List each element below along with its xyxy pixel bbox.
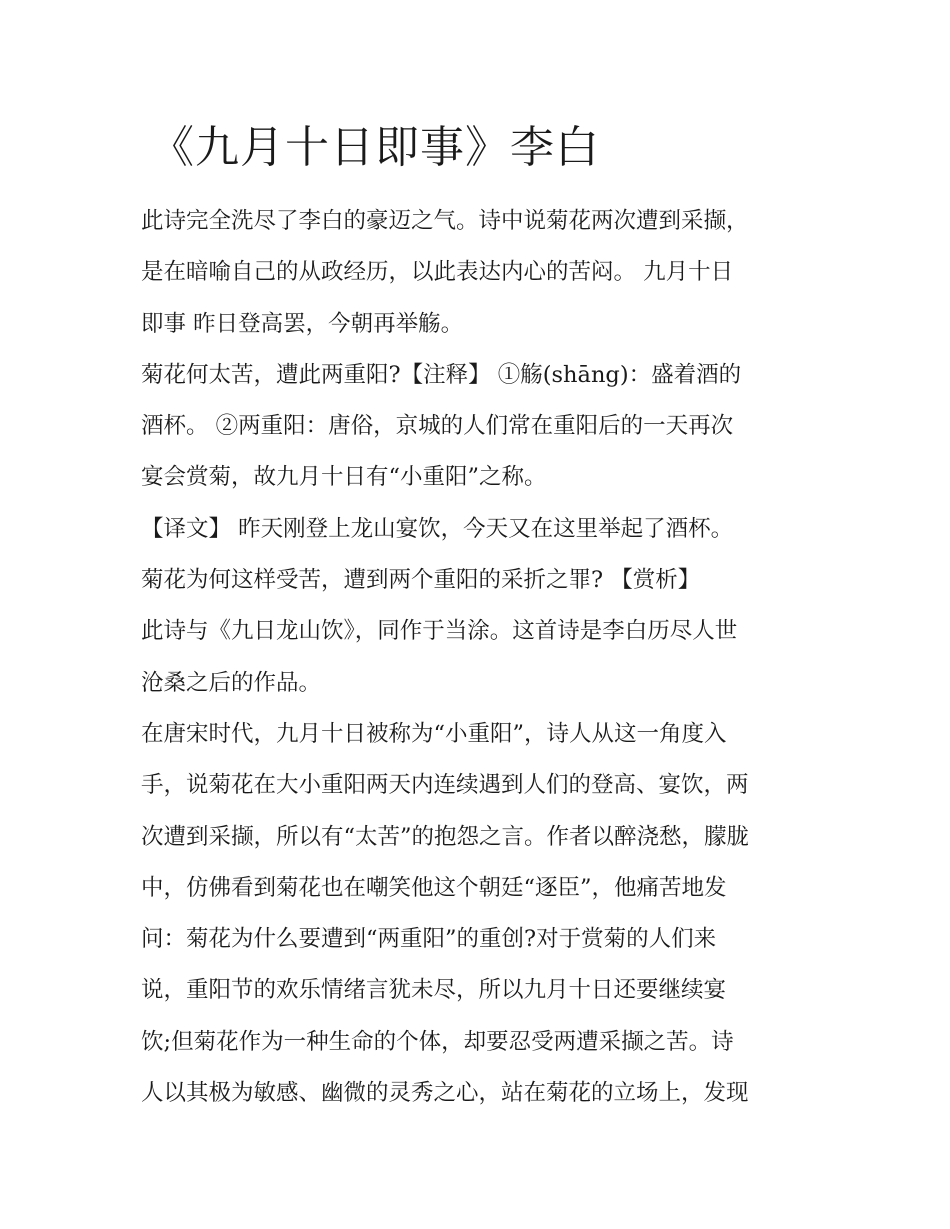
body-line-12: 手，说菊花在大小重阳两天内连续遇到人们的登高、宴饮，两 <box>141 772 749 799</box>
body-line-9: 此诗与《九日龙山饮》，同作于当涂。这首诗是李白历尽人世 <box>141 618 738 645</box>
body-line-18: 人以其极为敏感、幽微的灵秀之心，站在菊花的立场上，发现 <box>141 1080 749 1107</box>
body-line-3: 即事 昨日登高罢，今朝再举觞。 <box>141 310 464 337</box>
body-line-15: 问：菊花为什么要遭到“两重阳”的重创?对于赏菊的人们来 <box>141 926 717 953</box>
body-line-2: 是在暗喻自己的从政经历，以此表达内心的苦闷。 九月十日 <box>141 259 734 286</box>
body-line-10: 沧桑之后的作品。 <box>141 669 322 696</box>
document-title: 《九月十日即事》李白 <box>150 122 600 173</box>
body-line-11: 在唐宋时代，九月十日被称为“小重阳”，诗人从这一角度入 <box>141 720 727 747</box>
body-line-1: 此诗完全洗尽了李白的豪迈之气。诗中说菊花两次遭到采撷， <box>141 208 749 234</box>
body-line-17: 饮;但菊花作为一种生命的个体，却要忍受两遭采撷之苦。诗 <box>141 1028 734 1055</box>
body-line-6: 宴会赏菊，故九月十日有“小重阳”之称。 <box>141 464 547 491</box>
body-line-8: 菊花为何这样受苦，遭到两个重阳的采折之罪? 【赏析】 <box>141 567 701 594</box>
body-line-16: 说，重阳节的欢乐情绪言犹未尽，所以九月十日还要继续宴 <box>141 977 727 1004</box>
body-line-14: 中，仿佛看到菊花也在嘲笑他这个朝廷“逐臣”，他痛苦地发 <box>141 874 727 901</box>
body-line-4: 菊花何太苦，遭此两重阳?【注释】 ①觞(shāng)：盛着酒的 <box>141 361 742 388</box>
body-line-13: 次遭到采撷，所以有“太苦”的抱怨之言。作者以醉浇愁，朦胧 <box>141 823 750 850</box>
body-line-5: 酒杯。 ②两重阳：唐俗，京城的人们常在重阳后的一天再次 <box>141 413 734 440</box>
document-body <box>141 196 841 1119</box>
body-line-7: 【译文】 昨天刚登上龙山宴饮，今天又在这里举起了酒杯。 <box>141 515 734 542</box>
